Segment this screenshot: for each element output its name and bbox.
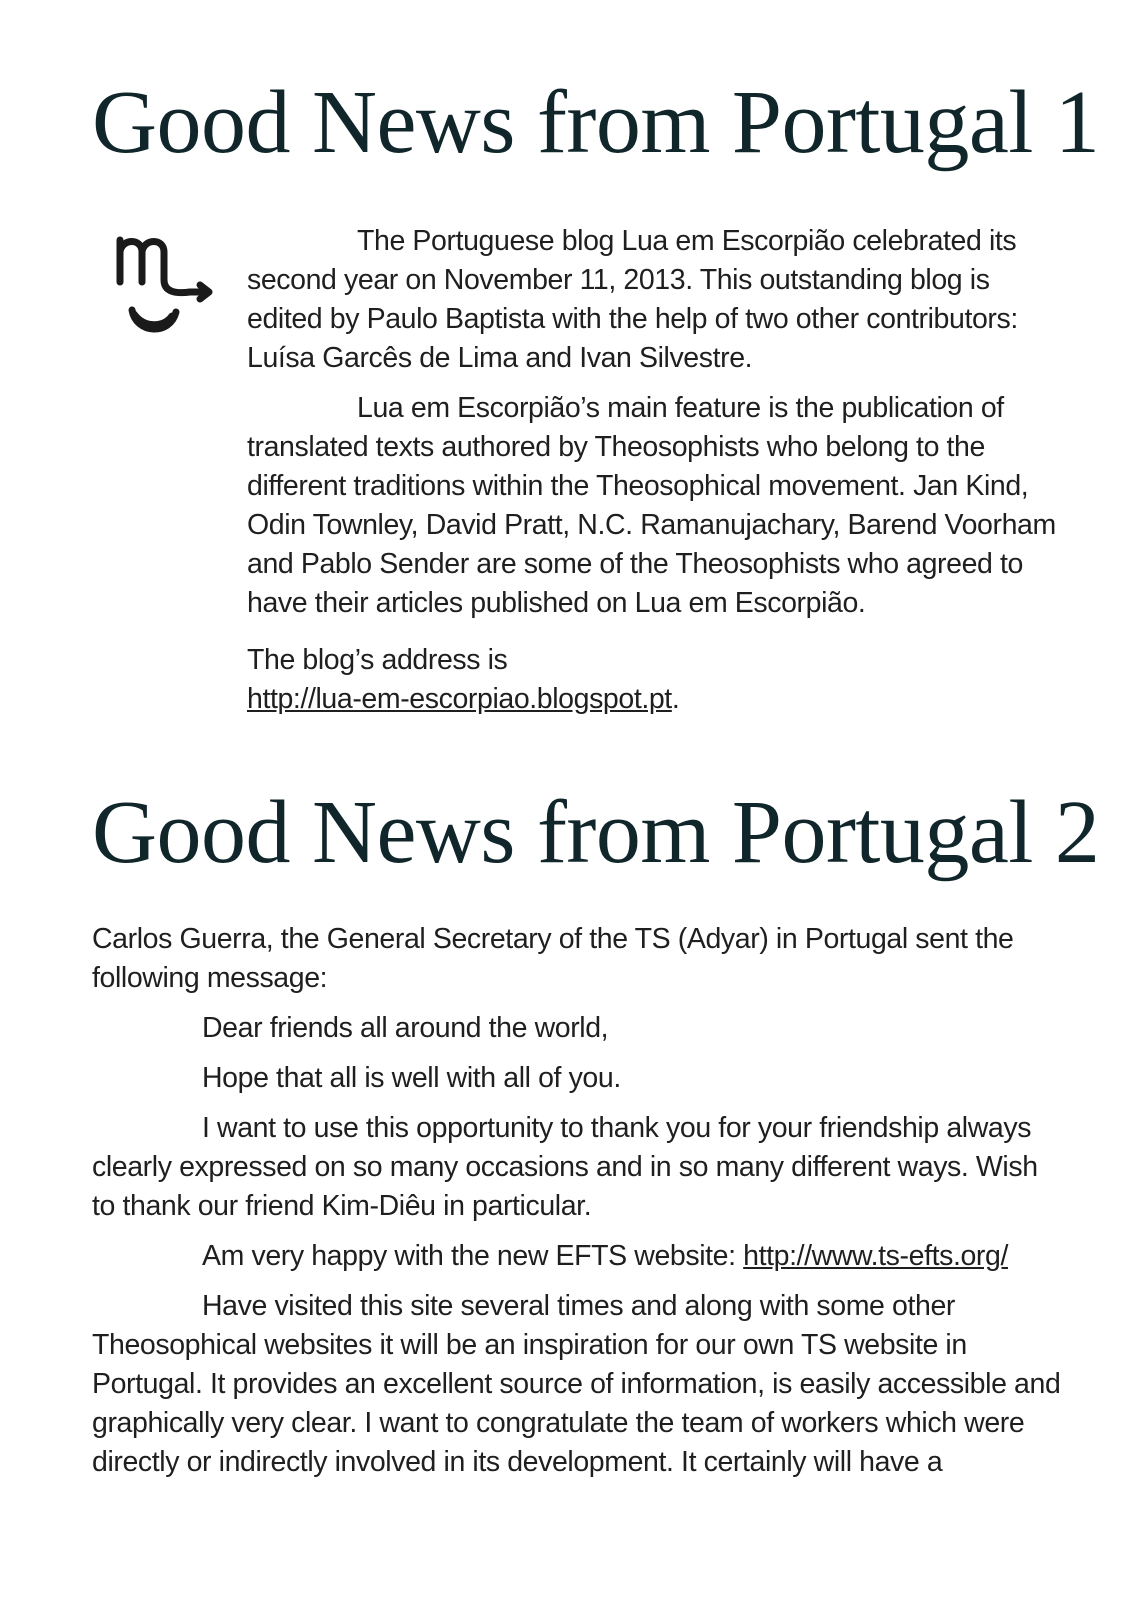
scorpio-moon-icon: [110, 222, 220, 362]
blog-address-period: .: [671, 683, 680, 715]
blog-address-label: The blog’s address is: [247, 644, 508, 676]
article1-paragraph: Lua em Escorpião’s main feature is the publication of translated texts authored by Theosophists who belong to the different traditions within the Theosophical movement. Jan Kind, Odin Townley, David Pratt, N.C. Ramanujachary, Barend Voorham and Pablo Sender are some of the Theosophists who agreed to have their articles published on Lua em Escorpião.: [247, 392, 1056, 619]
efts-link[interactable]: http://www.ts-efts.org/: [743, 1240, 1008, 1272]
article1-title: Good News from Portugal 1: [92, 73, 1100, 172]
letter-visited: Have visited this site several times and along with some other Theosophical websites it will be an inspiration for our own TS website in Portugal. It provides an excellent source of information, is easily accessible and graphically very clear. I want to congratulate the team of workers which were directly or indirectly involved in its development. It certainly will have a: [92, 1290, 1061, 1478]
letter-greeting: Dear friends all around the world,: [202, 1012, 609, 1044]
article1-paragraph: The Portuguese blog Lua em Escorpião celebrated its second year on November 11, 2013. This outstanding blog is edited by Paulo Baptista with the help of two other contributors: Luísa Garcês de Lima and Ivan Silvestre.: [247, 225, 1018, 374]
letter-website: [92, 1237, 1067, 1276]
article2-body: [92, 920, 1067, 1493]
letter-website-text: Am very happy with the new EFTS website:: [202, 1240, 744, 1272]
article2-intro: Carlos Guerra, the General Secretary of the TS (Adyar) in Portugal sent the following message:: [92, 923, 1014, 994]
blog-link[interactable]: http://lua-em-escorpiao.blogspot.pt: [247, 683, 672, 715]
blog-address: [247, 641, 1067, 719]
article2-title: Good News from Portugal 2: [92, 783, 1100, 882]
letter-thanks: I want to use this opportunity to thank you for your friendship always clearly expressed on so many occasions and in so many different ways. Wish to thank our friend Kim-Diêu in particular.: [92, 1112, 1038, 1222]
letter-hope: Hope that all is well with all of you.: [202, 1062, 621, 1094]
article1-body: [247, 222, 1067, 730]
